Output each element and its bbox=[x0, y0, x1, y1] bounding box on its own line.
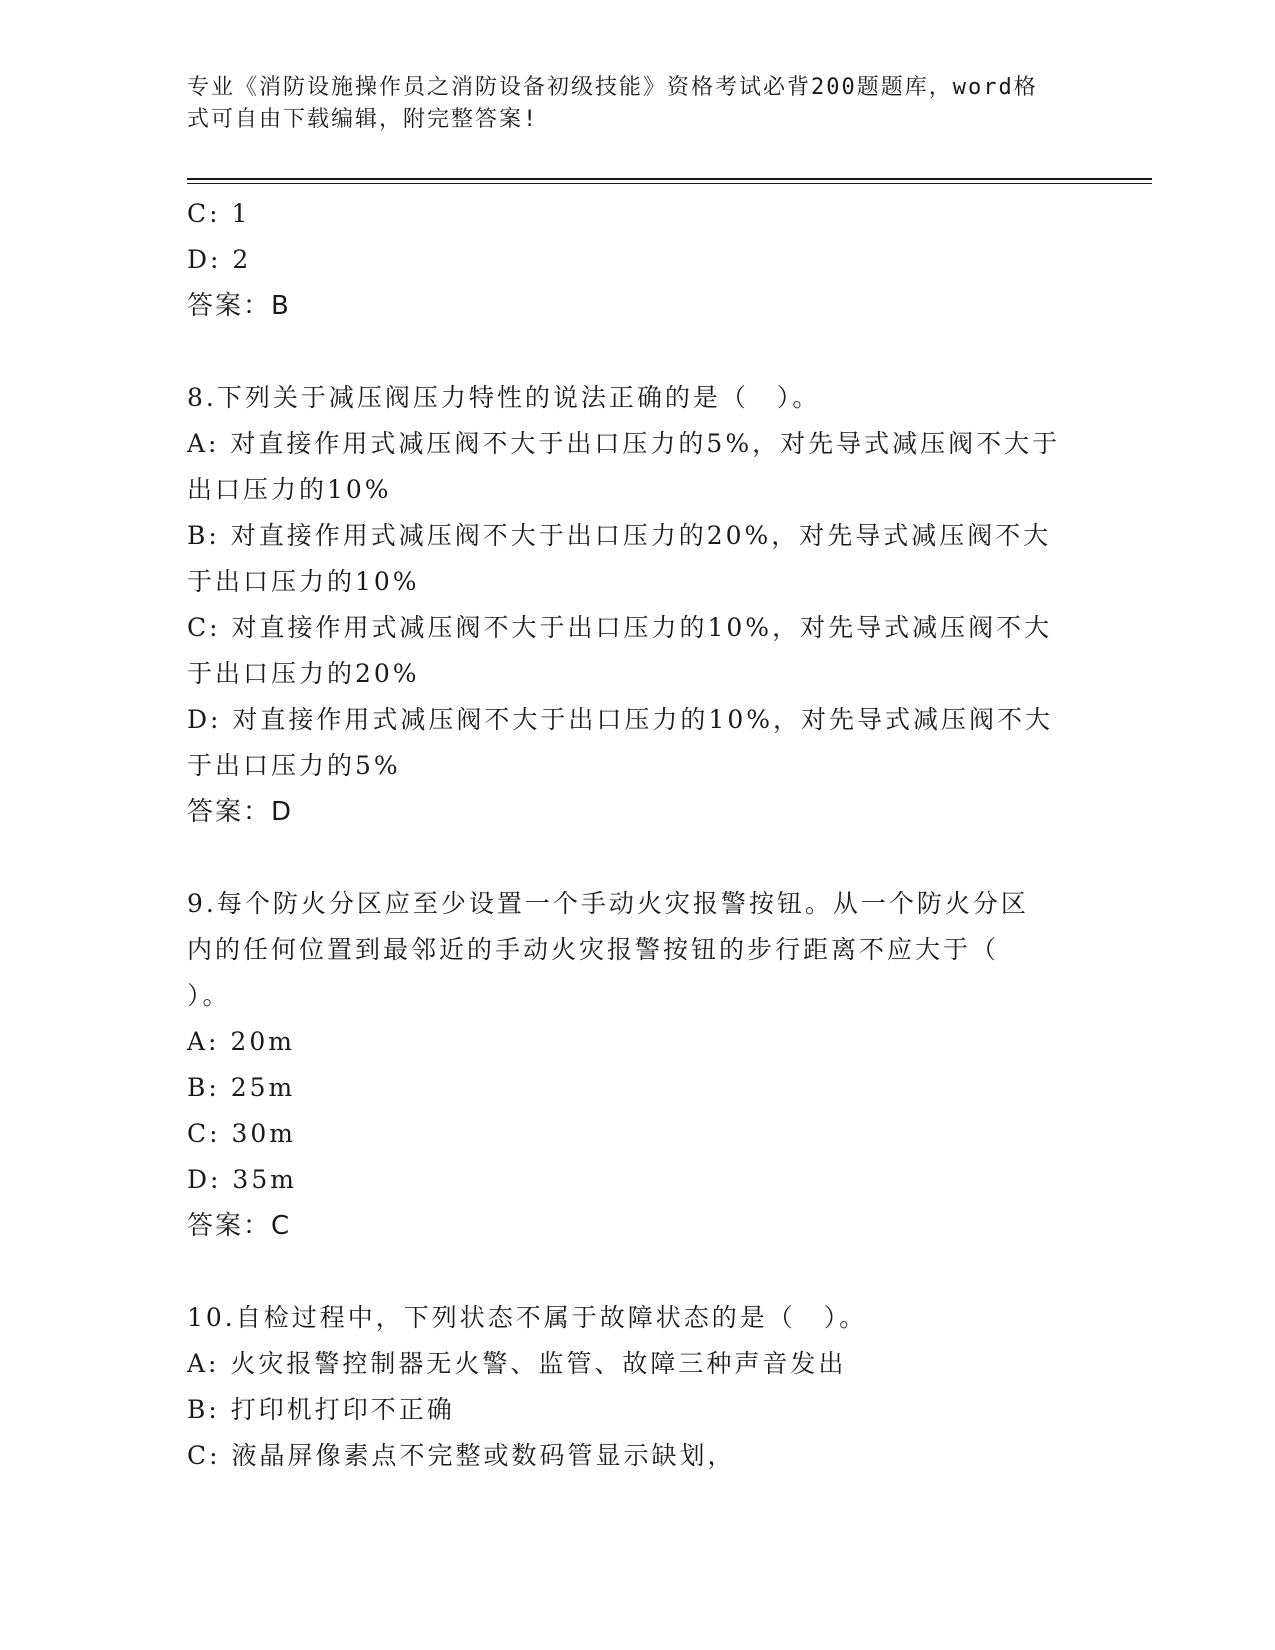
option-c: C: 1 bbox=[187, 199, 251, 228]
option-d: D: 2 bbox=[187, 245, 252, 274]
question-9-option-b: B: 25m bbox=[187, 1073, 296, 1102]
question-9-stem: 9.每个防火分区应至少设置一个手动火灾报警按钮。从一个防火分区 bbox=[187, 889, 1029, 918]
question-9-option-a: A: 20m bbox=[187, 1027, 295, 1056]
question-8-option-d-cont: 于出口压力的5% bbox=[187, 751, 401, 780]
header-divider-thick bbox=[187, 178, 1152, 180]
header-divider-thin bbox=[187, 183, 1152, 184]
question-9-option-c: C: 30m bbox=[187, 1119, 297, 1148]
question-8-option-c: C: 对直接作用式减压阀不大于出口压力的10%，对先导式减压阀不大 bbox=[187, 613, 1053, 642]
question-8-option-c-cont: 于出口压力的20% bbox=[187, 659, 420, 688]
question-9-option-d: D: 35m bbox=[187, 1165, 297, 1194]
header-title-line-2: 式可自由下载编辑，附完整答案! bbox=[187, 107, 539, 132]
answer-label: 答案：B bbox=[187, 291, 291, 321]
question-8-option-b: B: 对直接作用式减压阀不大于出口压力的20%，对先导式减压阀不大 bbox=[187, 521, 1052, 550]
document-header bbox=[187, 72, 1067, 136]
question-9-answer: 答案：C bbox=[187, 1211, 292, 1241]
question-8-option-a-cont: 出口压力的10% bbox=[187, 475, 392, 504]
spacer bbox=[187, 329, 1087, 375]
question-8-option-d: D: 对直接作用式减压阀不大于出口压力的10%，对先导式减压阀不大 bbox=[187, 705, 1053, 734]
question-10-option-b: B: 打印机打印不正确 bbox=[187, 1395, 455, 1424]
question-8-option-b-cont: 于出口压力的10% bbox=[187, 567, 420, 596]
question-10-option-c: C: 液晶屏像素点不完整或数码管显示缺划， bbox=[187, 1441, 736, 1470]
question-list bbox=[187, 191, 1087, 1479]
question-10-option-a: A: 火灾报警控制器无火警、监管、故障三种声音发出 bbox=[187, 1349, 847, 1378]
spacer bbox=[187, 1249, 1087, 1295]
question-10-stem: 10.自检过程中，下列状态不属于故障状态的是（ ）。 bbox=[187, 1303, 868, 1332]
spacer bbox=[187, 835, 1087, 881]
question-8-stem: 8.下列关于减压阀压力特性的说法正确的是（ ）。 bbox=[187, 383, 821, 412]
question-9-stem-cont: 内的任何位置到最邻近的手动火灾报警按钮的步行距离不应大于（ bbox=[187, 935, 1000, 964]
question-8-option-a: A: 对直接作用式减压阀不大于出口压力的5%，对先导式减压阀不大于 bbox=[187, 429, 1061, 458]
header-title-line-1: 专业《消防设施操作员之消防设备初级技能》资格考试必背200题题库，word格 bbox=[187, 75, 1038, 100]
question-8-answer: 答案：D bbox=[187, 797, 294, 827]
question-9-stem-end: ）。 bbox=[187, 981, 231, 1010]
